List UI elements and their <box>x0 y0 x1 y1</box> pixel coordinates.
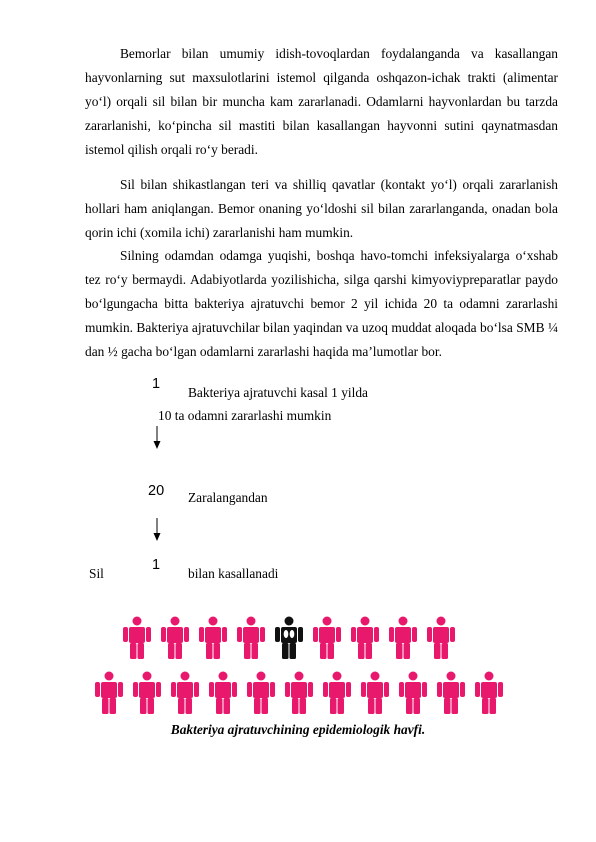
healthy-person-icon <box>234 616 268 660</box>
healthy-person-icon <box>434 671 468 715</box>
figure-caption: Bakteriya ajratuvchining epidemiologik havfi. <box>170 722 426 737</box>
paragraph-1 <box>85 42 558 162</box>
healthy-person-icon <box>244 671 278 715</box>
healthy-person-icon <box>358 671 392 715</box>
diagram-label-1b: 10 ta odamni zararlashi mumkin <box>158 408 332 423</box>
paragraph-2 <box>85 173 558 245</box>
healthy-person-icon <box>320 671 354 715</box>
sick-person-icon <box>272 616 306 660</box>
diagram-label-1: Bakteriya ajratuvchi kasal 1 yilda <box>188 385 368 400</box>
diagram-number-3: 1 <box>152 557 161 573</box>
healthy-person-icon <box>348 616 382 660</box>
paragraph-text: Bemorlar bilan umumiy idish-tovoqlardan foydalanganda va kasallangan hayvonlarning sut maxsulotlarini istemol qilganda oshqazon-ichak trakti (alimentar yo‘l) orqali sil bilan bir muncha kam zararlanadi. Odamlarni hayvonlardan bu tarzda zararlanishi, ko‘pincha sil mastiti bilan kasallangan hayvonni sutini qaynatmasdan istemol qilish orqali ro‘y beradi. <box>85 46 558 157</box>
healthy-person-icon <box>282 671 316 715</box>
diagram-label-2: Zaralangandan <box>188 490 268 505</box>
healthy-person-icon <box>386 616 420 660</box>
healthy-person-icon <box>168 671 202 715</box>
people-figure <box>120 616 560 716</box>
diagram-number-2: 20 <box>148 483 165 499</box>
healthy-person-icon <box>310 616 344 660</box>
diagram-number-1: 1 <box>152 376 161 392</box>
paragraph-3 <box>85 244 558 364</box>
healthy-person-icon <box>158 616 192 660</box>
healthy-person-icon <box>92 671 126 715</box>
healthy-person-icon <box>130 671 164 715</box>
healthy-person-icon <box>424 616 458 660</box>
healthy-person-icon <box>120 616 154 660</box>
paragraph-text: Silning odamdan odamga yuqishi, boshqa havo-tomchi infeksiyalarga o‘xshab tez ro‘y bermaydi. Adabiyotlarda yozilishicha, silga qarshi kimyoviypreparatlar paydo bo‘lgungacha bitta bakteriya ajratuvchi bemor 2 yil ichida 20 ta odamni zararlashi mumkin. Bakteriya ajratuvchilar bilan yaqindan va uzoq muddat aloqada bo‘lsa SMB ¼ dan ½ gacha bo‘lgan odamlarni zararlashi haqida ma’lumotlar bor. <box>85 248 558 359</box>
healthy-person-icon <box>396 671 430 715</box>
healthy-person-icon <box>206 671 240 715</box>
down-arrow-icon <box>152 426 162 450</box>
healthy-person-icon <box>196 616 230 660</box>
down-arrow-icon <box>152 518 162 542</box>
healthy-person-icon <box>472 671 506 715</box>
paragraph-text: Sil bilan shikastlangan teri va shilliq qavatlar (kontakt yo‘l) orqali zararlanish hollari ham aniqlangan. Bemor onaning yo‘ldoshi sil bilan zararlanganda, onadan bola qorin ichi (xomila ichi) zararlanishi ham mumkin. <box>85 177 558 240</box>
diagram-label-sil: Sil <box>89 566 104 581</box>
diagram-label-3: bilan kasallanadi <box>188 566 279 581</box>
